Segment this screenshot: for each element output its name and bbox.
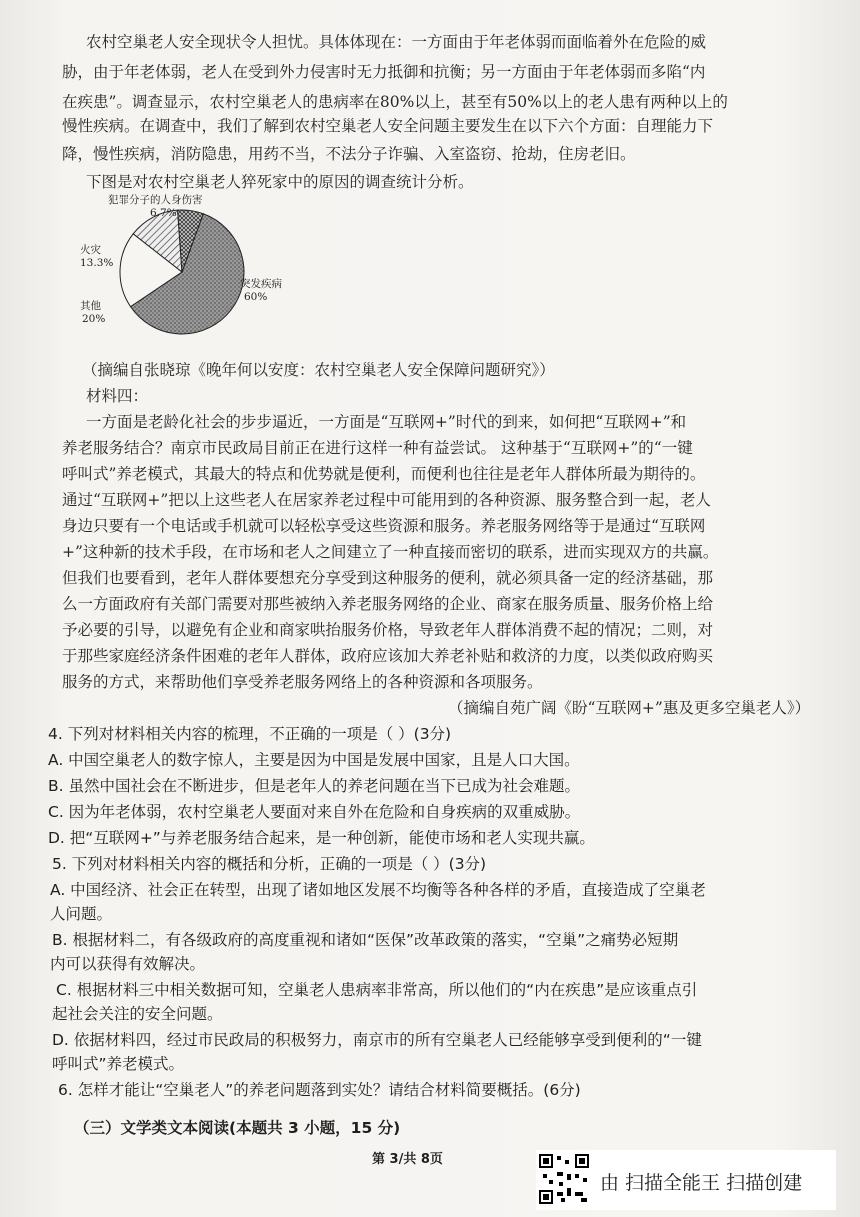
- page-number: 第 3/共 8页: [372, 1152, 443, 1167]
- question-5-option-d[interactable]: D. 依据材料四，经过市民政局的积极努力，南京市的所有空巢老人已经能够享受到便利的“一键: [52, 1031, 702, 1049]
- section-3-heading: （三）文学类文本阅读(本题共 3 小题，15 分): [74, 1119, 401, 1137]
- paragraph-line: 一方面是老龄化社会的步步逼近，一方面是“互联网+”时代的到来，如何把“互联网+”和: [86, 413, 687, 431]
- material4-source: （摘编自苑广阔《盼“互联网+”惠及更多空巢老人》）: [448, 699, 811, 717]
- paragraph-line: 胁，由于年老体弱，老人在受到外力侵害时无力抵御和抗衡；另一方面由于年老体弱而多陷“内: [62, 63, 706, 81]
- paragraph-line: 么一方面政府有关部门需要对那些被纳入养老服务网络的企业、商家在服务质量、服务价格上给: [62, 595, 714, 613]
- slice-label: 犯罪分子的人身伤害: [108, 194, 203, 206]
- pie-value-other: 20%: [82, 313, 106, 325]
- pie-label-sudden: 突发疾病: [240, 278, 282, 290]
- paragraph-line: 但我们也要看到，老年人群体要想充分享受到这种服务的便利，就必须具备一定的经济基础，那: [62, 569, 714, 587]
- pie-label-other: 其他: [80, 300, 101, 312]
- question-5-option-a-cont[interactable]: 人问题。: [50, 905, 113, 923]
- question-5-option-a[interactable]: A. 中国经济、社会正在转型，出现了诸如地区发展不均衡等各种各样的矛盾，直接造成了空巢老: [50, 881, 706, 899]
- paragraph-line: 下图是对农村空巢老人猝死家中的原因的调查统计分析。: [86, 173, 474, 191]
- paragraph-line: 呼叫式”养老模式，其最大的特点和优势就是便利，而便利也往往是老年人群体所最为期待的。: [62, 465, 706, 483]
- paragraph-line: 慢性疾病。在调查中，我们了解到农村空巢老人安全问题主要发生在以下六个方面：自理能力下: [62, 117, 714, 135]
- pie-chart-svg: [70, 190, 330, 350]
- paragraph-line: 降，慢性疾病，消防隐患，用药不当，不法分子诈骗、入室盗窃、抢劫，住房老旧。: [62, 145, 636, 163]
- paragraph-line: 养老服务结合？南京市民政局目前正在进行这样一种有益尝试。 这种基于“互联网+”的“一键: [62, 439, 693, 457]
- question-5-option-b-cont[interactable]: 内可以获得有效解决。: [50, 955, 206, 973]
- material3-source: （摘编自张晓琼《晚年何以安度：农村空巢老人安全保障问题研究》）: [82, 361, 555, 379]
- paragraph-line: 通过“互联网+”把以上这些老人在居家养老过程中可能用到的各种资源、服务整合到一起，老人: [62, 491, 711, 509]
- paragraph-line: 农村空巢老人安全现状令人担忧。具体体现在：一方面由于年老体弱而面临着外在危险的威: [86, 33, 707, 51]
- scanner-credit-text: 由 扫描全能王 扫描创建: [600, 1172, 803, 1194]
- question-4-option-a[interactable]: A. 中国空巢老人的数字惊人，主要是因为中国是发展中国家，且是人口大国。: [48, 751, 580, 769]
- pie-value-crime: 6.7%: [150, 207, 177, 219]
- material4-heading: 材料四：: [86, 387, 149, 405]
- question-4-option-c[interactable]: C. 因为年老体弱，农村空巢老人要面对来自外在危险和自身疾病的双重威胁。: [48, 803, 581, 821]
- pie-value-fire: 13.3%: [80, 257, 114, 269]
- question-5-option-c[interactable]: C. 根据材料三中相关数据可知，空巢老人患病率非常高，所以他们的“内在疾患”是应该重点引: [56, 981, 698, 999]
- paragraph-line: 身边只要有一个电话或手机就可以轻松享受这些资源和服务。养老服务网络等于是通过“互联网: [62, 517, 706, 535]
- paragraph-line: 服务的方式，来帮助他们享受养老服务网络上的各种资源和各项服务。: [62, 673, 543, 691]
- paragraph-line: 予必要的引导，以避免有企业和商家哄抬服务价格，导致老年人群体消费不起的情况；二则，对: [62, 621, 714, 639]
- question-5-option-b[interactable]: B. 根据材料二，有各级政府的高度重视和诸如“医保”改革政策的落实，“空巢”之痛势必短期: [52, 931, 679, 949]
- question-4-stem: 4. 下列对材料相关内容的梳理，不正确的一项是（ ）(3分): [48, 725, 452, 743]
- paragraph-line: 于那些家庭经济条件困难的老年人群体，政府应该加大养老补贴和救济的力度，以类似政府购买: [62, 647, 714, 665]
- pie-label-crime: [108, 194, 203, 206]
- question-4-option-b[interactable]: B. 虽然中国社会在不断进步，但是老年人的养老问题在当下已成为社会难题。: [48, 777, 580, 795]
- question-5-option-c-cont[interactable]: 起社会关注的安全问题。: [52, 1005, 223, 1023]
- pie-label-fire: 火灾: [80, 244, 101, 256]
- question-6-stem: 6. 怎样才能让“空巢老人”的养老问题落到实处？请结合材料简要概括。(6分): [58, 1081, 581, 1099]
- question-4-option-d[interactable]: D. 把“互联网+”与养老服务结合起来，是一种创新，能使市场和老人实现共赢。: [48, 829, 595, 847]
- paragraph-line: 在疾患”。调查显示，农村空巢老人的患病率在80%以上，甚至有50%以上的老人患有两种以上的: [62, 93, 728, 111]
- pie-value-sudden: 60%: [244, 291, 268, 303]
- question-5-stem: 5. 下列对材料相关内容的概括和分析，正确的一项是（ ）(3分): [52, 855, 487, 873]
- qr-code-icon: [537, 1152, 591, 1206]
- pie-chart: [70, 190, 330, 350]
- question-5-option-d-cont[interactable]: 呼叫式”养老模式。: [52, 1055, 185, 1073]
- paragraph-line: +”这种新的技术手段，在市场和老人之间建立了一种直接而密切的联系，进而实现双方的共赢。: [62, 543, 719, 561]
